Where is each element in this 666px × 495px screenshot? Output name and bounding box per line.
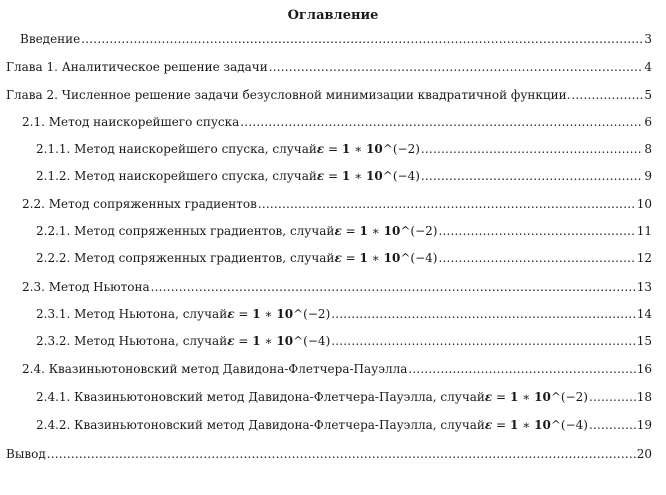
toc-entry-chapter-2[interactable] [6,87,652,103]
toc-entry-conclusion[interactable] [6,446,652,462]
toc-entry-text: 2.2. Метод сопряженных градиентов [22,197,257,211]
toc-leader [589,389,636,405]
toc-page-number: 4 [644,60,652,74]
toc-leader [240,114,643,130]
toc-entry-equation: ε = 1 ∗ 10^(−4) [316,169,420,183]
toc-page-number: 16 [636,362,652,376]
toc-entry-2-4-2[interactable] [36,417,652,433]
toc-entry-equation: ε = 1 ∗ 10^(−4) [334,251,438,265]
toc-page-number: 5 [644,88,652,102]
toc-entry-text: 2.2.2. Метод сопряженных градиентов, случай [36,251,335,265]
toc-entry-text: Глава 2. Численное решение задачи безусловной минимизации квадратичной функции. [6,88,571,102]
toc-entry-2-3[interactable] [22,279,652,295]
toc-entry-text: 2.3.1. Метод Ньютона, случай [36,307,228,321]
toc-entry-introduction[interactable] [20,31,652,47]
toc-entry-2-2-1[interactable] [36,223,652,239]
toc-entry-2-1-2[interactable] [36,168,652,184]
toc-page-number: 12 [636,251,652,265]
toc-page-number: 8 [644,142,652,156]
toc-entry-text: Глава 1. Аналитическое решение задачи [6,60,268,74]
toc-entry-2-2[interactable] [22,196,652,212]
toc-title: Оглавление [287,8,379,23]
toc-leader [421,168,643,184]
toc-entry-2-1-1[interactable] [36,141,652,157]
toc-leader [47,446,636,462]
toc-leader [438,223,635,239]
toc-page-number: 10 [636,197,652,211]
toc-page-number: 18 [636,390,652,404]
toc-entry-equation: ε = 1 ∗ 10^(−2) [316,142,420,156]
toc-entry-text: 2.2.1. Метод сопряженных градиентов, случай [36,224,335,238]
toc-entry-2-2-2[interactable] [36,250,652,266]
toc-entry-2-3-2[interactable] [36,333,652,349]
toc-leader [258,196,636,212]
toc-entry-text: Введение [20,32,81,46]
toc-entry-2-4[interactable] [22,361,652,377]
toc-leader [331,306,635,322]
toc-page-number: 13 [636,280,652,294]
toc-leader [438,250,635,266]
toc-entry-text: Вывод [6,447,46,461]
toc-leader [408,361,635,377]
toc-leader [571,87,643,103]
toc-entry-text: 2.3. Метод Ньютона [22,280,150,294]
toc-entry-text: 2.1. Метод наискорейшего спуска [22,115,240,129]
toc-page-number: 9 [644,169,652,183]
toc-entry-text: 2.4. Квазиньютоновский метод Давидона-Флетчера-Пауэлла [22,362,408,376]
toc-page-number: 11 [636,224,652,238]
toc-leader [269,59,644,75]
toc-entry-text: 2.3.2. Метод Ньютона, случай [36,334,228,348]
toc-entry-chapter-1[interactable] [6,59,652,75]
toc-page-number: 14 [636,307,652,321]
toc-leader [421,141,643,157]
toc-leader [81,31,643,47]
toc-entry-2-3-1[interactable] [36,306,652,322]
toc-entry-equation: ε = 1 ∗ 10^(−4) [227,334,331,348]
toc-entry-text: 2.4.2. Квазиньютоновский метод Давидона-Флетчера-Пауэлла, случай [36,418,485,432]
toc-entry-equation: ε = 1 ∗ 10^(−2) [484,390,588,404]
toc-entry-text: 2.4.1. Квазиньютоновский метод Давидона-Флетчера-Пауэлла, случай [36,390,485,404]
toc-entry-equation: ε = 1 ∗ 10^(−4) [484,418,588,432]
toc-leader [331,333,635,349]
toc-leader [151,279,636,295]
toc-leader [589,417,636,433]
toc-entry-equation: ε = 1 ∗ 10^(−2) [334,224,438,238]
toc-entry-2-1[interactable] [22,114,652,130]
toc-entry-text: 2.1.2. Метод наискорейшего спуска, случай [36,169,317,183]
toc-page-number: 20 [636,447,652,461]
toc-page-number: 3 [644,32,652,46]
toc-entry-text: 2.1.1. Метод наискорейшего спуска, случай [36,142,317,156]
toc-page-number: 15 [636,334,652,348]
toc-entry-equation: ε = 1 ∗ 10^(−2) [227,307,331,321]
toc-page-number: 6 [644,115,652,129]
toc-entry-2-4-1[interactable] [36,389,652,405]
toc-page-number: 19 [636,418,652,432]
